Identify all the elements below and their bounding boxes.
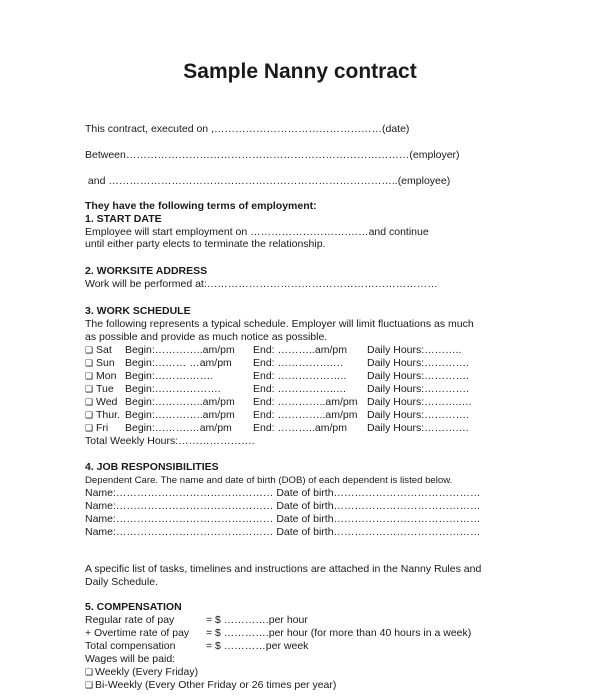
job-heading: 4. JOB RESPONSIBILITIES	[85, 461, 219, 473]
day-label: Tue	[96, 383, 114, 395]
hours-field: Daily Hours:………..…	[367, 396, 473, 408]
checkbox-icon: ❑	[85, 398, 94, 408]
start-date-heading: 1. START DATE	[85, 213, 162, 225]
checkbox-icon: ❑	[85, 668, 94, 678]
worksite-heading: 2. WORKSITE ADDRESS	[85, 265, 208, 277]
dependent-line: Name:……………………………………… Date of birth……………………………………	[85, 487, 481, 499]
checkbox-icon: ❑	[85, 346, 94, 356]
tasks-note: A specific list of tasks, timelines and instructions are attached in the Nanny Rules and	[85, 563, 482, 575]
begin-field: Begin:…………..am/pm	[125, 344, 235, 356]
end-field: End: …………….…	[253, 357, 344, 369]
dependent-line: Name:……………………………………… Date of birth……………………………………	[85, 526, 481, 538]
pay-option-label: Weekly (Every Friday)	[95, 666, 199, 678]
begin-field: Begin:……….…….	[125, 370, 214, 382]
hours-field: Daily Hours:………….	[367, 383, 470, 395]
compensation-heading: 5. COMPENSATION	[85, 601, 182, 613]
checkbox-icon: ❑	[85, 681, 94, 691]
pay-label: Regular rate of pay	[85, 614, 175, 626]
day-label: Mon	[96, 370, 117, 382]
job-desc: Dependent Care. The name and date of birth (DOB) of each dependent is listed below.	[85, 475, 453, 486]
hours-field: Daily Hours:………….	[367, 409, 470, 421]
day-label: Sat	[96, 344, 112, 356]
day-label: Sun	[96, 357, 115, 369]
worksite-line: Work will be performed at:…………………………………………………………	[85, 278, 438, 290]
pay-value: = $ …………per week	[206, 640, 309, 652]
pay-option-label: Bi-Weekly (Every Other Friday or 26 times per year)	[95, 679, 337, 691]
begin-field: Begin:……… …am/pm	[125, 357, 232, 369]
day-label: Thur.	[96, 409, 120, 421]
employee-line: and ………………………………………………………………………..(employee)	[85, 175, 451, 187]
checkbox-icon: ❑	[85, 411, 94, 421]
hours-field: Daily Hours:……….…	[367, 422, 470, 434]
dependent-line: Name:……………………………………… Date of birth……………………………………	[85, 513, 481, 525]
end-field: End: ………..am/pm	[253, 344, 347, 356]
schedule-desc: as possible and provide as much notice as possible.	[85, 331, 328, 343]
checkbox-icon: ❑	[85, 424, 94, 434]
checkbox-icon: ❑	[85, 359, 94, 369]
day-label: Wed	[96, 396, 118, 408]
pay-label: Total compensation	[85, 640, 176, 652]
checkbox-icon: ❑	[85, 385, 94, 395]
start-date-line: until either party elects to terminate the relationship.	[85, 238, 326, 250]
schedule-heading: 3. WORK SCHEDULE	[85, 305, 191, 317]
tasks-note: Daily Schedule.	[85, 576, 158, 588]
wages-label: Wages will be paid:	[85, 653, 176, 665]
dependent-line: Name:……………………………………… Date of birth……………………………………	[85, 500, 481, 512]
pay-value: = $ ………….per hour (for more than 40 hours in a week)	[206, 627, 472, 639]
pay-label: + Overtime rate of pay	[85, 627, 190, 639]
schedule-desc: The following represents a typical schedule. Employer will limit fluctuations as much	[85, 318, 474, 330]
checkbox-icon: ❑	[85, 372, 94, 382]
employer-line: Between………………………………………………………………………(employer)	[85, 149, 460, 161]
end-field: End: …………..am/pm	[253, 409, 358, 421]
hours-field: Daily Hours:………..	[367, 344, 462, 356]
total-weekly-hours: Total Weekly Hours:………………….	[85, 435, 255, 447]
end-field: End: ………………..	[253, 370, 347, 382]
begin-field: Begin:…………..am/pm	[125, 396, 235, 408]
begin-field: Begin:……………….	[125, 383, 221, 395]
pay-value: = $ ………….per hour	[206, 614, 308, 626]
begin-field: Begin:…………..am/pm	[125, 409, 235, 421]
day-label: Fri	[96, 422, 109, 434]
page-title: Sample Nanny contract	[183, 60, 417, 83]
end-field: End: …………..am/pm	[253, 396, 358, 408]
hours-field: Daily Hours:………….	[367, 357, 470, 369]
begin-field: Begin:……….…am/pm	[125, 422, 232, 434]
start-date-line: Employee will start employment on ……………………….……and continue	[85, 226, 429, 238]
hours-field: Daily Hours:………….	[367, 370, 470, 382]
end-field: End: ………..am/pm	[253, 422, 347, 434]
terms-heading: They have the following terms of employment:	[85, 200, 317, 212]
executed-line: This contract, executed on ,…………………………………………(date)	[85, 123, 410, 135]
end-field: End: ……………..…	[253, 383, 347, 395]
